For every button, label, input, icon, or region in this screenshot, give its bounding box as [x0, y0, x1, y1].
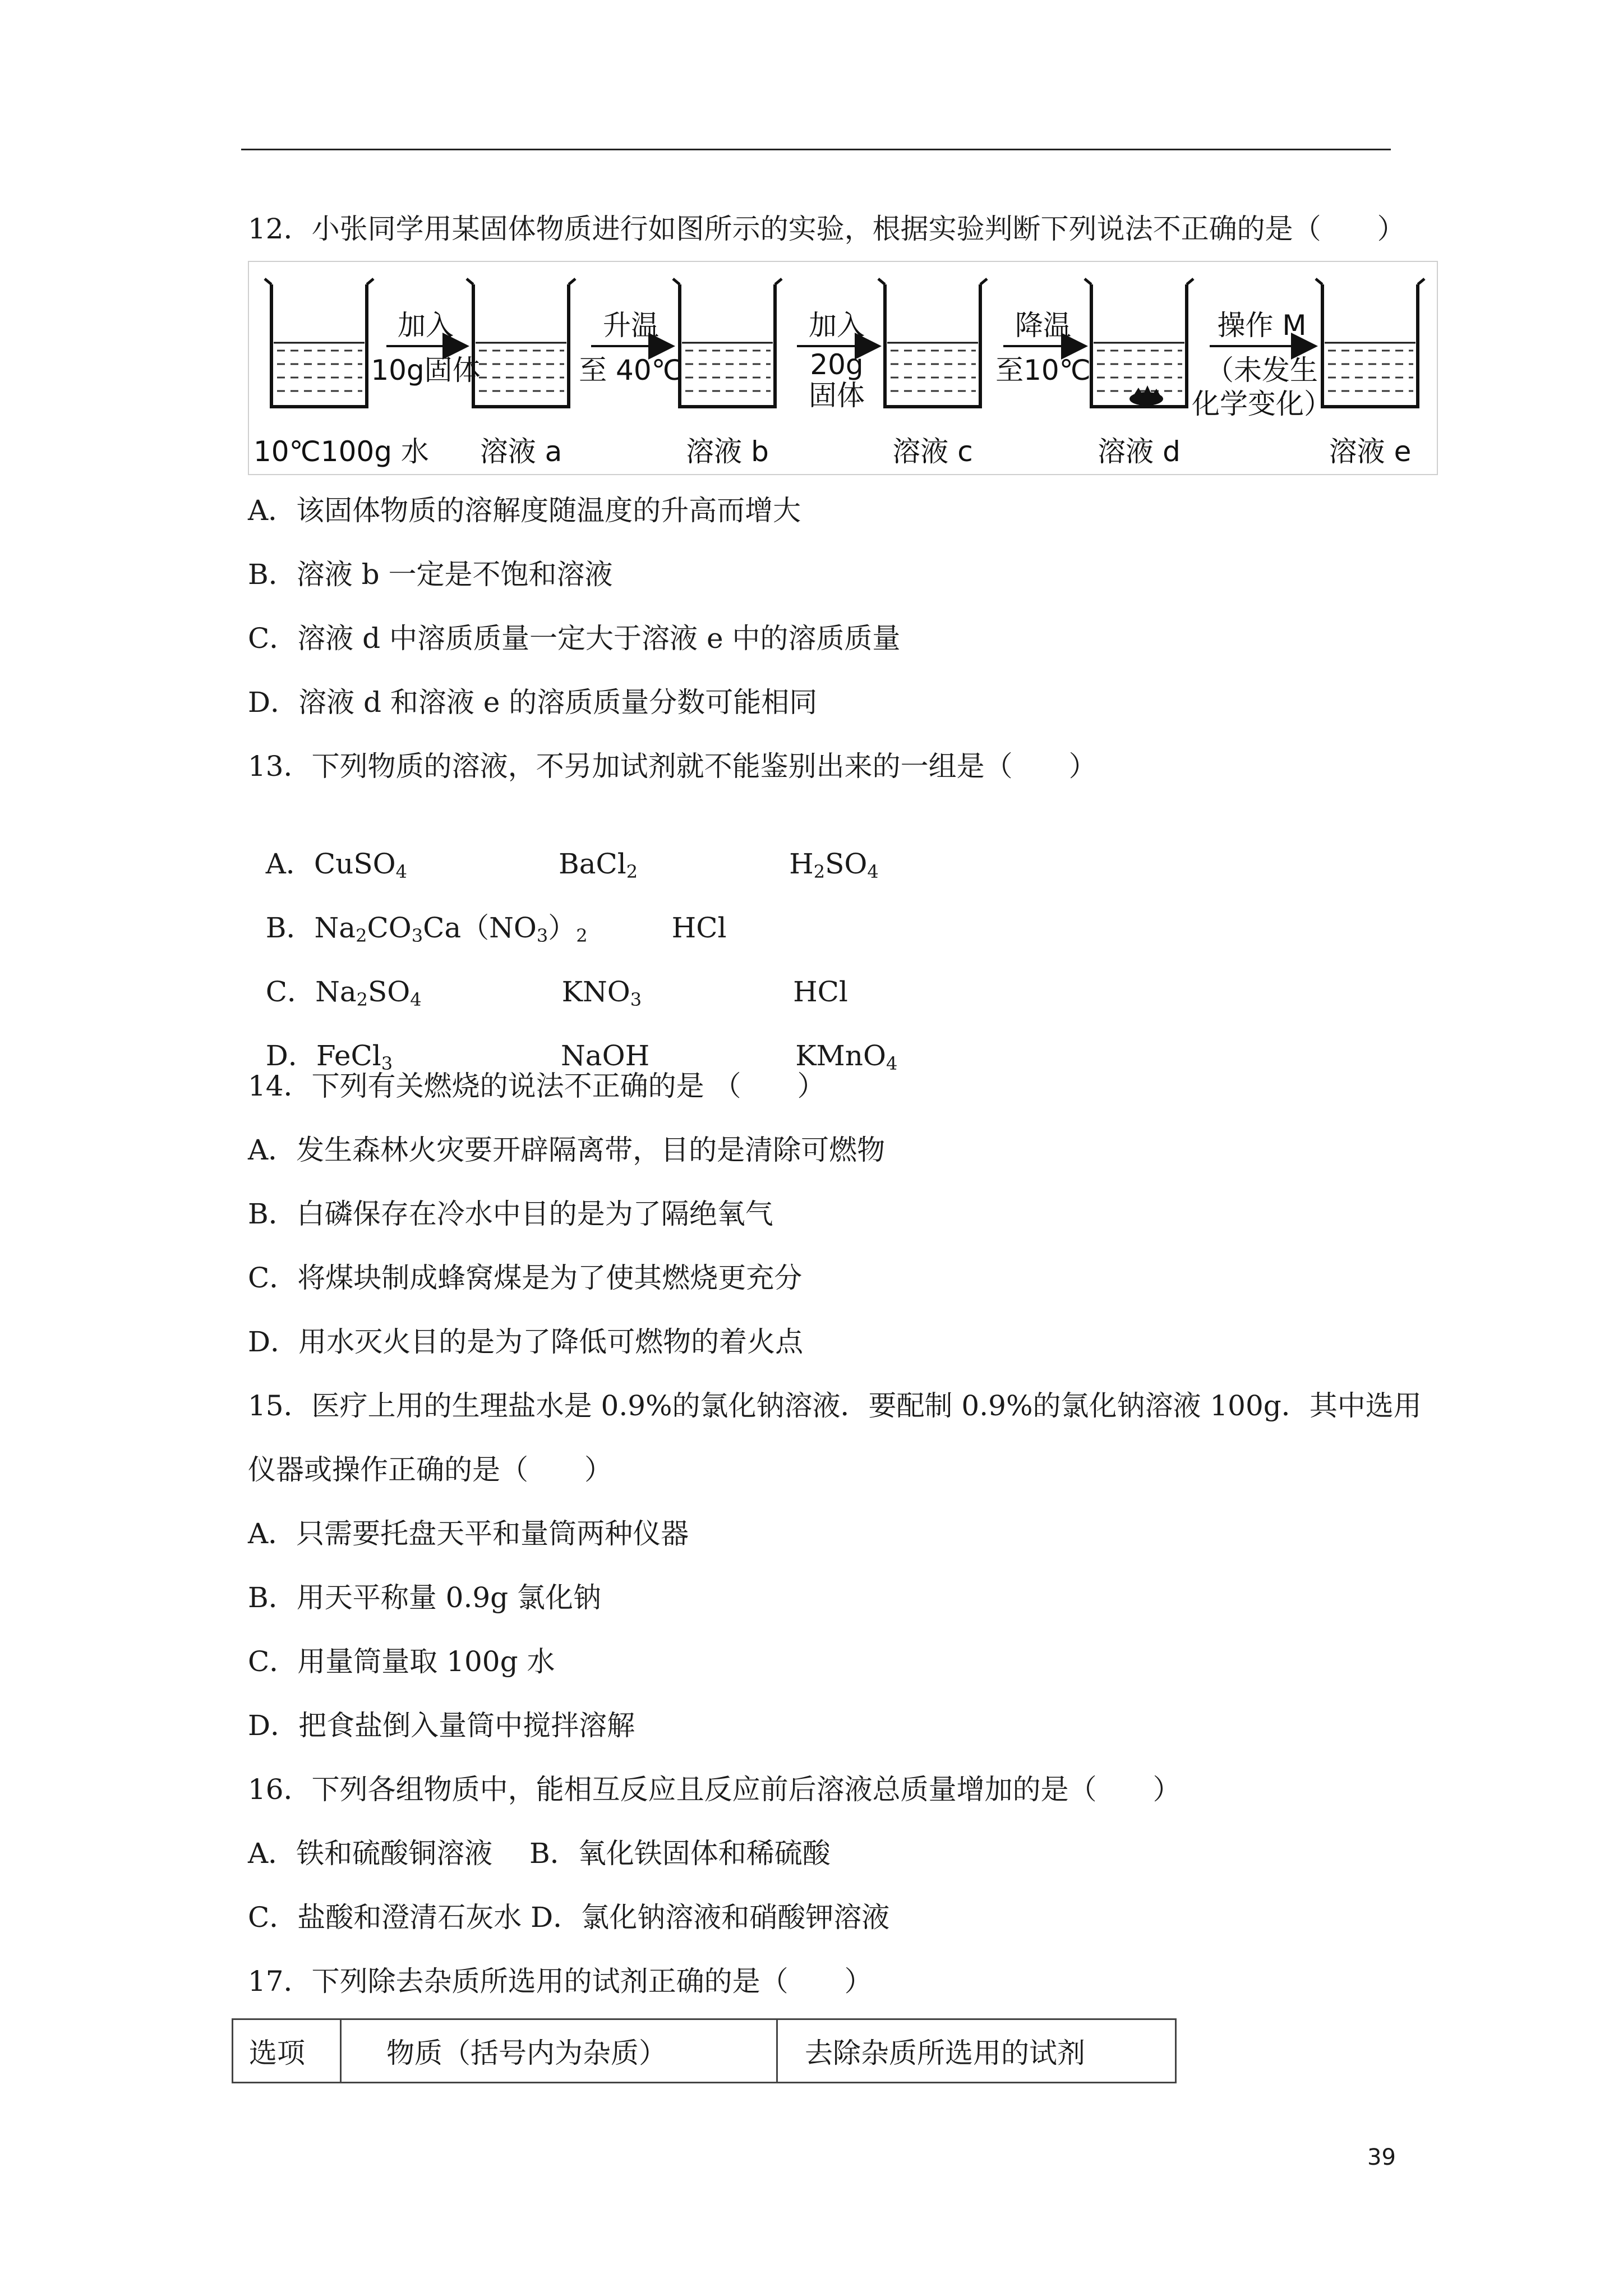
step-3-top: 加入 [809, 309, 865, 342]
beaker-solution-d [1085, 279, 1193, 407]
beaker-solution-a [467, 279, 575, 407]
q12-option-d: D．溶液 d 和溶液 e 的溶质质量分数可能相同 [248, 686, 818, 719]
beaker-solution-c [878, 279, 987, 407]
option-label: C． [265, 976, 316, 1008]
formula: SO [367, 976, 411, 1008]
subscript: 3 [381, 1053, 393, 1074]
subscript: 2 [356, 989, 368, 1010]
q16-options-line1: A．铁和硫酸铜溶液 B．氧化铁固体和稀硫酸 [248, 1837, 831, 1870]
step-4-bottom: 至10℃ [995, 354, 1091, 386]
q13-stem: 13．下列物质的溶液，不另加试剂就不能鉴别出来的一组是（ ） [248, 750, 1097, 783]
option-label: A． [265, 848, 314, 880]
q15-option-c: C．用量筒量取 100g 水 [248, 1645, 555, 1678]
subscript: 4 [410, 989, 422, 1010]
subscript: 3 [630, 989, 642, 1010]
page-number: 39 [1367, 2145, 1396, 2170]
q15-option-a: A．只需要托盘天平和量筒两种仪器 [248, 1517, 689, 1550]
subscript: 4 [886, 1053, 898, 1074]
formula: HCl [793, 976, 848, 1008]
formula: CuSO [313, 848, 396, 880]
header-rule [241, 149, 1391, 150]
q12-experiment-diagram [248, 261, 1438, 475]
formula: BaCl [558, 848, 626, 880]
step-4-top: 降温 [1015, 309, 1071, 342]
q14-option-a: A．发生森林火灾要开辟隔离带，目的是清除可燃物 [248, 1134, 886, 1166]
label-water: 10℃100g 水 [253, 435, 429, 468]
table-header-cell: 选项 [233, 2019, 341, 2083]
q15-option-b: B．用天平称量 0.9g 氯化钠 [248, 1581, 602, 1614]
experiment-flow-svg [249, 262, 1437, 474]
formula: CO [367, 912, 412, 944]
q12-option-c: C．溶液 d 中溶质质量一定大于溶液 e 中的溶质质量 [248, 622, 901, 655]
subscript: 3 [536, 925, 548, 946]
q12-stem: 12．小张同学用某固体物质进行如图所示的实验，根据实验判断下列说法不正确的是（ ） [248, 213, 1405, 245]
formula: Na [314, 912, 356, 944]
subscript: 3 [411, 925, 423, 946]
formula: KNO [561, 976, 630, 1008]
step-5-bottom: （未发生 [1206, 354, 1318, 386]
option-label: B． [265, 912, 315, 944]
subscript: 2 [813, 861, 826, 882]
step-3-bottom2: 固体 [809, 379, 865, 412]
label-solution-a: 溶液 a [479, 435, 562, 468]
formula: Ca（NO [423, 912, 537, 944]
q17-table [232, 2018, 1177, 2083]
beaker-solution-b [673, 279, 782, 407]
option-label: D． [265, 1039, 316, 1072]
formula: Na [315, 976, 357, 1008]
q15-stem-line1: 15．医疗上用的生理盐水是 0.9%的氯化钠溶液．要配制 0.9%的氯化钠溶液 100g．其中选用 [248, 1389, 1422, 1422]
subscript: 2 [626, 861, 638, 882]
subscript: 2 [576, 925, 588, 946]
q17-stem: 17．下列除去杂质所选用的试剂正确的是（ ） [248, 1965, 873, 1998]
step-2-bottom: 至 40℃ [579, 354, 683, 386]
q12-option-a: A．该固体物质的溶解度随温度的升高而增大 [248, 494, 801, 527]
table-header-row [233, 2019, 1176, 2083]
formula: HCl [671, 912, 727, 944]
label-solution-e: 溶液 e [1329, 435, 1412, 468]
q15-stem-line2: 仪器或操作正确的是（ ） [248, 1453, 612, 1486]
subscript: 2 [356, 925, 367, 946]
q14-stem: 14．下列有关燃烧的说法不正确的是 （ ） [248, 1070, 826, 1102]
subscript: 4 [867, 861, 879, 882]
table-header-cell: 去除杂质所选用的试剂 [777, 2019, 1176, 2083]
label-solution-c: 溶液 c [892, 435, 973, 468]
table-header-cell: 物质（括号内为杂质） [341, 2019, 777, 2083]
step-2-top: 升温 [603, 309, 659, 342]
subscript: 4 [395, 861, 407, 882]
step-5-top: 操作 M [1217, 309, 1307, 342]
formula: SO [825, 848, 868, 880]
crystal-precipitate-icon [1129, 385, 1163, 406]
q16-stem: 16．下列各组物质中，能相互反应且反应前后溶液总质量增加的是（ ） [248, 1773, 1181, 1806]
step-5-bottom2: 化学变化） [1192, 388, 1332, 420]
formula: FeCl [316, 1039, 381, 1072]
formula: NaOH [561, 1039, 650, 1072]
formula: ） [548, 912, 577, 944]
label-solution-d: 溶液 d [1098, 435, 1181, 468]
q14-option-b: B．白磷保存在冷水中目的是为了隔绝氧气 [248, 1198, 773, 1230]
beaker-solution-e [1316, 279, 1424, 407]
q12-option-b: B．溶液 b 一定是不饱和溶液 [248, 558, 613, 591]
step-1-bottom: 10g固体 [371, 354, 481, 386]
beaker-water [265, 279, 374, 407]
formula: KMnO [795, 1039, 886, 1072]
q16-options-line2: C．盐酸和澄清石灰水 D．氯化钠溶液和硝酸钾溶液 [248, 1901, 890, 1934]
q14-option-c: C．将煤块制成蜂窝煤是为了使其燃烧更充分 [248, 1262, 803, 1294]
q14-option-d: D．用水灭火目的是为了降低可燃物的着火点 [248, 1326, 804, 1358]
label-solution-b: 溶液 b [686, 435, 769, 468]
q15-option-d: D．把食盐倒入量筒中搅拌溶解 [248, 1709, 635, 1742]
step-1-top: 加入 [398, 309, 454, 342]
step-3-bottom: 20g [810, 348, 864, 381]
formula: H [789, 848, 814, 880]
